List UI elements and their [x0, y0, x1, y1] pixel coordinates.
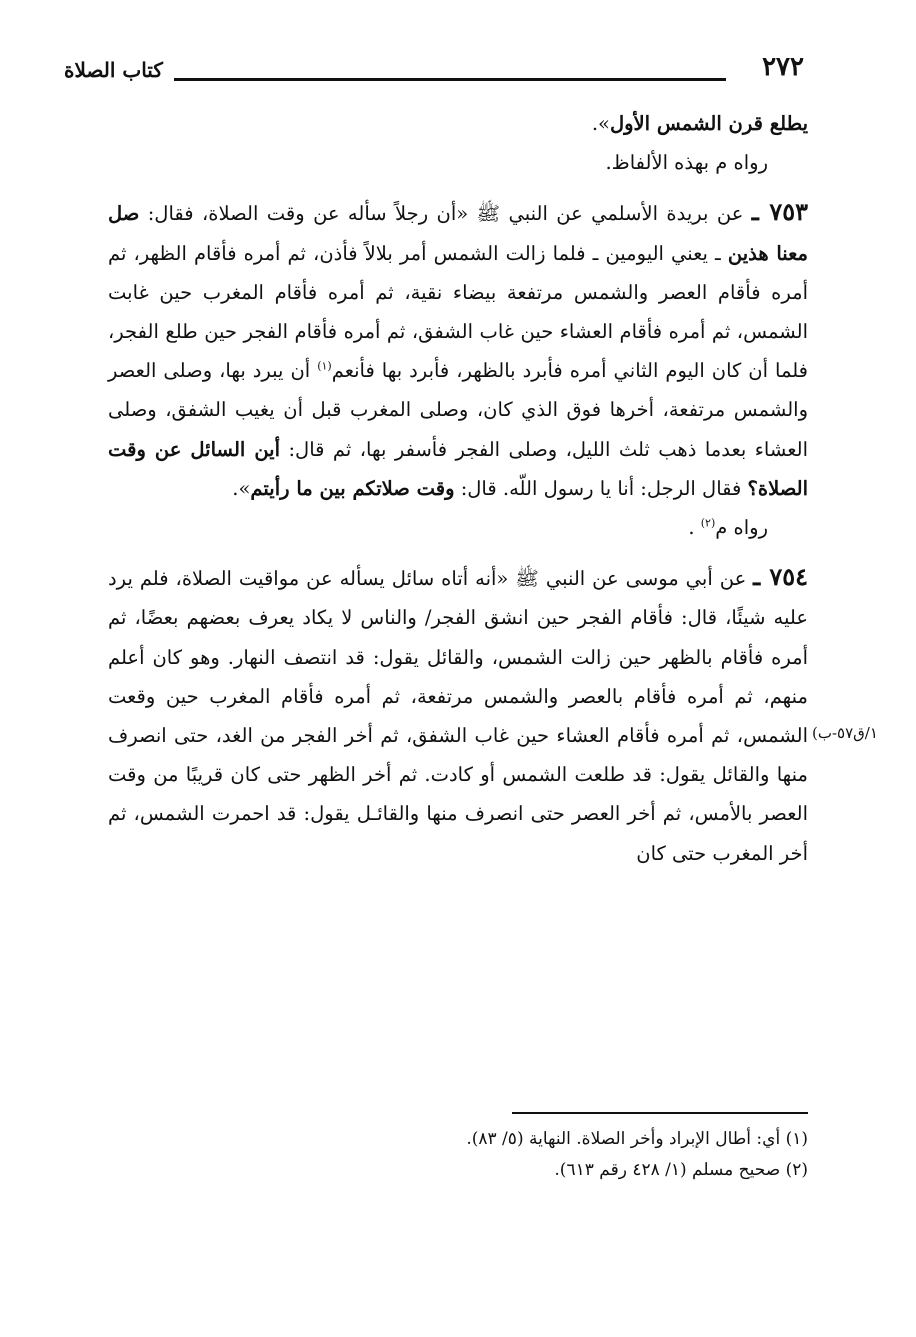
page-header	[64, 52, 804, 92]
footnote-1: (١) أي: أطال الإبراد وأخر الصلاة. النهاية (٥/ ٨٣).	[466, 1129, 808, 1149]
running-title: كتاب الصلاة	[64, 58, 163, 82]
header-rule	[174, 78, 726, 81]
hadith-753: ٧٥٣ ـ عن بريدة الأسلمي عن النبي ﷺ «أن رجلاً سأله عن وقت الصلاة، فقال: صل معنا هذين ـ يعني اليومين ـ فلما زالت الشمس أمر بلالاً فأذن، ثم أمره فأقام الظهر، ثم أمره فأقام العصر والشمس مرتفعة بيضاء نقية، ثم أمره فأقام المغرب حين غابت الشمس، ثم أمره فأقام العشاء حين غاب الشفق، ثم أمره فأقام الفجر حين طلع الفجر، فلما أن كان اليوم الثاني أمره فأبرد بالظهر، فأبرد بها فأنعم$^{(١)}$ أن يبرد بها، وصلى العصر والشمس مرتفعة، أخرها فوق الذي كان، وصلى المغرب قبل أن يغيب الشفق، وصلى العشاء بعدما ذهب ثلث الليل، وصلى الفجر فأسفر بها، ثم قال: أين السائل عن وقت الصلاة؟ فقال الرجل: أنا يا رسول اللّه. قال: وقت صلاتكم بين ما رأيتم».	[108, 197, 809, 500]
footnote-2: (٢) صحيح مسلم (١/ ٤٢٨ رقم ٦١٣).	[554, 1160, 808, 1180]
bold-phrase: أين السائل عن وقت الصلاة؟	[108, 437, 808, 500]
footnotes	[108, 1124, 808, 1186]
footnote-ref[interactable]: (٢)	[700, 516, 716, 530]
hadith-754: ٧٥٤ ـ عن أبي موسى عن النبي ﷺ «أنه أتاه سائل يسأله عن مواقيت الصلاة، فلم يرد عليه شيئًا، قال: فأقام الفجر حين انشق الفجر/ والناس لا يكاد يعرف بعضهم بعضًا، ثم أمره فأقام بالظهر حين زالت الشمس، والقائل يقول: قد انتصف النهار. وهو كان أعلم منهم، ثم أمره فأقام بالعصر والشمس مرتفعة، ثم أمره فأقام المغرب حين وقعت الشمس، ثم أمره فأقام العشاء حين غاب الشفق، ثم أخر الفجر من الغد، حتى انصرف منها والقائل يقول: قد طلعت الشمس أو كادت. ثم أخر الظهر حتى كان قريبًا من وقت العصر بالأمس، ثم أخر العصر حتى انصرف منها والقائـل يقول: قد احمرت الشمس، ثم أخر المغرب حتى كان	[108, 562, 808, 865]
page-number: ٢٧٢	[762, 52, 804, 82]
hadith-number: ٧٥٣ ـ	[751, 197, 809, 227]
hadith-number: ٧٥٤ ـ	[753, 562, 808, 592]
bold-phrase: وقت صلاتكم بين ما رأيتم	[250, 476, 455, 500]
bold-phrase: يطلع قرن الشمس الأول	[609, 112, 808, 135]
riwaya-note: رواه م بهذه الألفاظ.	[605, 151, 768, 175]
bold-phrase: صل معنا هذين	[108, 202, 808, 265]
manuscript-margin-note: ١/ق٥٧-ب)	[812, 724, 878, 742]
riwaya-note: رواه م$^{(٢)}$ .	[688, 516, 768, 540]
paragraph-continuation: يطلع قرن الشمس الأول».	[591, 112, 808, 135]
footnote-ref[interactable]: (١)	[317, 359, 332, 373]
footnote-rule	[512, 1112, 808, 1114]
main-text	[108, 104, 808, 873]
